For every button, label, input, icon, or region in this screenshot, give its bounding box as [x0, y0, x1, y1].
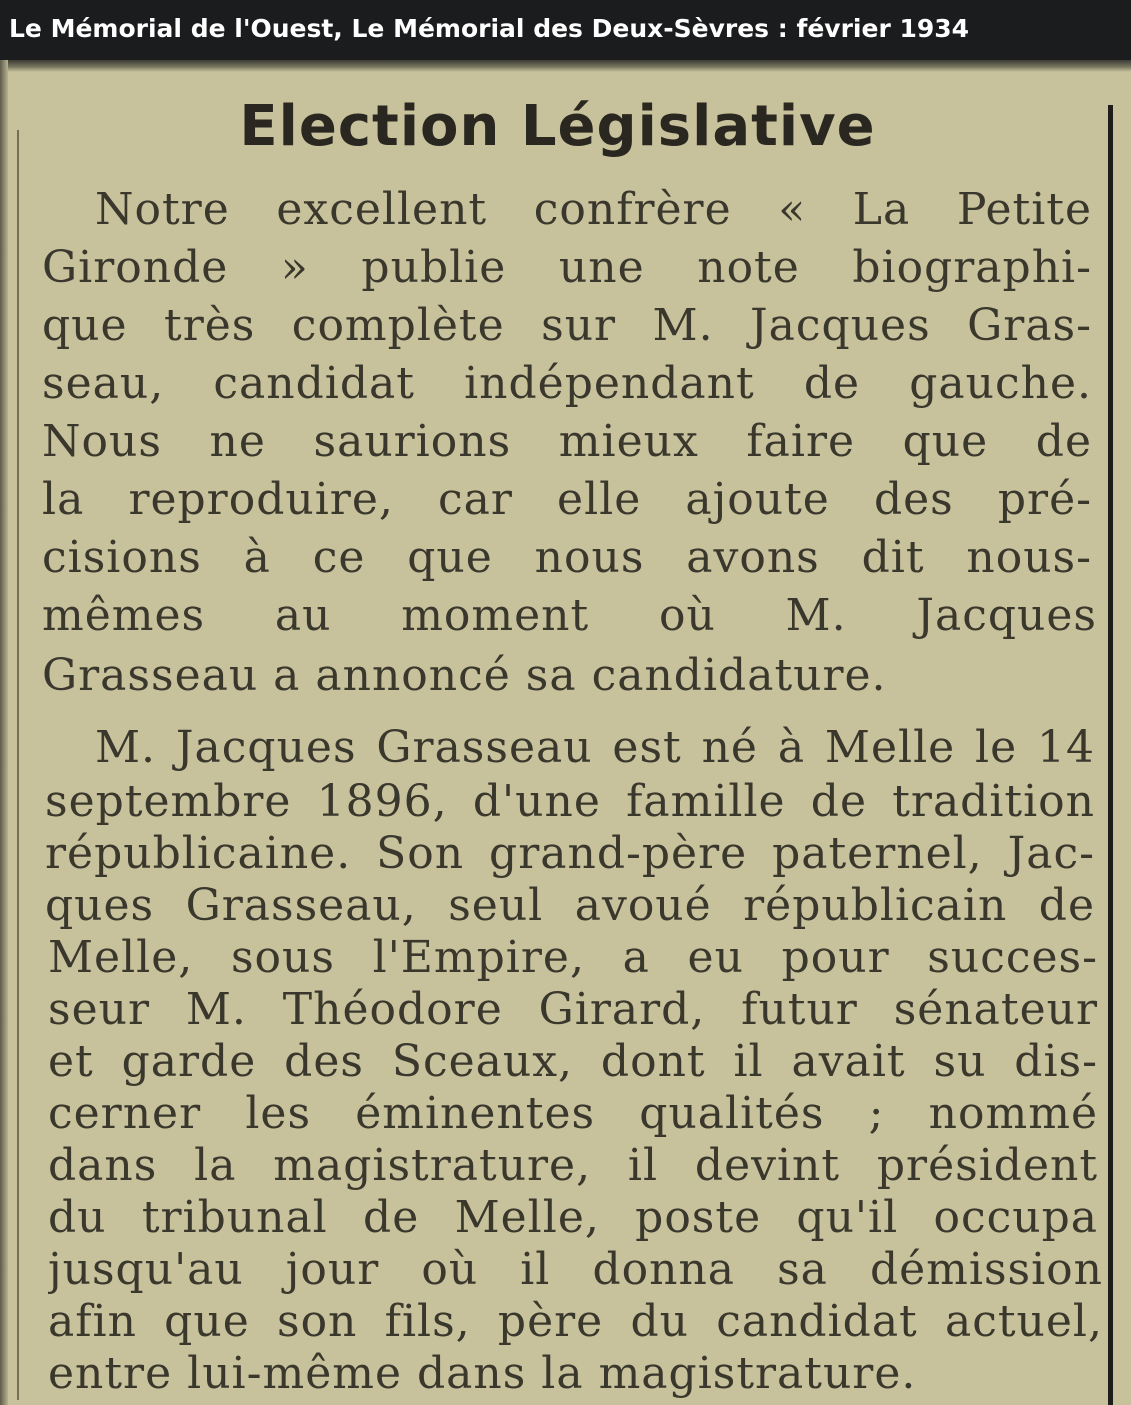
text-line: seur M. Théodore Girard, futur sénateur: [48, 984, 1098, 1035]
column-rule-right: [1108, 105, 1113, 1405]
article-headline: Election Législative: [239, 94, 876, 159]
text-line: Nous ne saurions mieux faire que de: [42, 416, 1092, 467]
text-line: que très complète sur M. Jacques Gras-: [42, 300, 1092, 351]
text-line: cerner les éminentes qualités ; nommé: [48, 1088, 1098, 1139]
column-rule-left: [17, 130, 19, 1400]
text-line: et garde des Sceaux, dont il avait su dis-: [48, 1036, 1098, 1087]
newspaper-clipping: [0, 60, 1131, 1405]
text-line: entre lui-même dans la magistrature.: [48, 1348, 917, 1399]
text-line: cisions à ce que nous avons dit nous-: [42, 532, 1092, 583]
text-line: du tribunal de Melle, poste qu'il occupa: [48, 1192, 1098, 1243]
text-line: républicaine. Son grand-père paternel, Jac-: [45, 828, 1095, 879]
text-line: M. Jacques Grasseau est né à Melle le 14: [95, 722, 1095, 773]
text-line: Grasseau a annoncé sa candidature.: [42, 650, 887, 701]
text-line: seau, candidat indépendant de gauche.: [42, 358, 1092, 409]
window-title: Le Mémorial de l'Ouest, Le Mémorial des Deux-Sèvres : février 1934: [0, 0, 1131, 60]
text-line: jusqu'au jour où il donna sa démission: [48, 1244, 1103, 1295]
text-line: afin que son fils, père du candidat actuel,: [48, 1296, 1103, 1347]
text-line: mêmes au moment où M. Jacques: [42, 590, 1097, 641]
text-line: la reproduire, car elle ajoute des pré-: [42, 474, 1092, 525]
text-line: ques Grasseau, seul avoué républicain de: [45, 880, 1095, 931]
text-line: septembre 1896, d'une famille de tradition: [45, 776, 1095, 827]
scan-edge-top: [0, 60, 1131, 72]
text-line: Notre excellent confrère « La Petite: [95, 184, 1092, 235]
scan-edge-left: [0, 60, 8, 1405]
text-line: Melle, sous l'Empire, a eu pour succes-: [48, 932, 1098, 983]
text-line: dans la magistrature, il devint président: [48, 1140, 1098, 1191]
text-line: Gironde » publie une note biographi-: [42, 242, 1092, 293]
